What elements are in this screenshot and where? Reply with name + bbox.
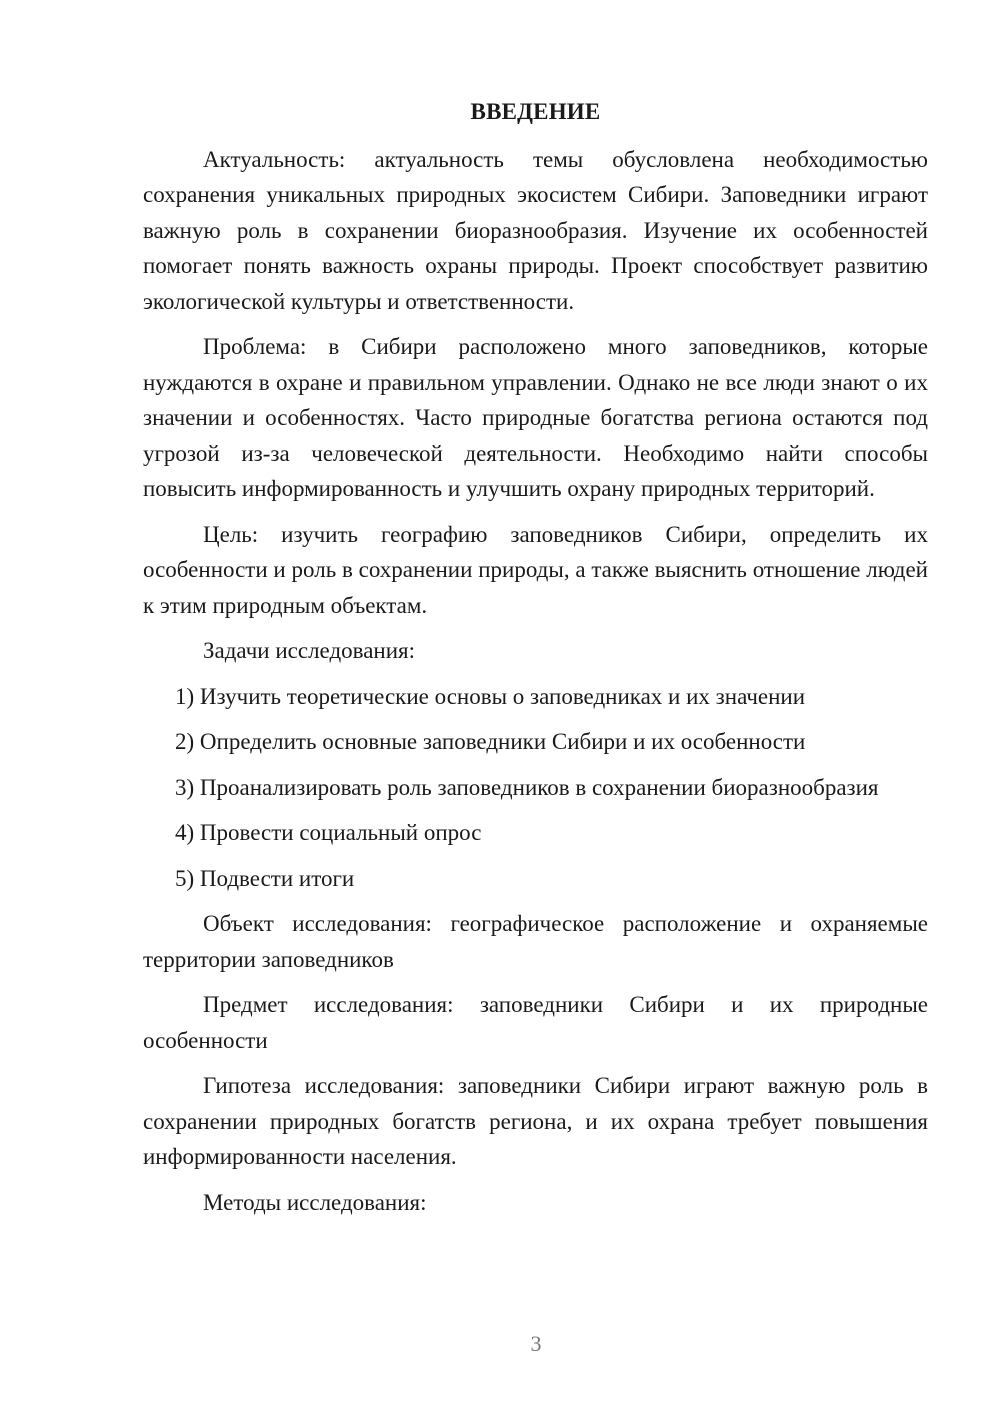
task-item-1: 1) Изучить теоретические основы о заповедниках и их значении <box>175 683 806 709</box>
paragraph-hypothesis: Гипотеза исследования: заповедники Сибири играют важную роль в сохранении природных богатств региона, и их охрана требует повышения информированности населения. <box>143 1073 928 1169</box>
task-item-2: 2) Определить основные заповедники Сибири и их особенности <box>175 729 806 754</box>
page-number: 3 <box>530 1331 542 1356</box>
methods-heading: Методы исследования: <box>203 1189 427 1215</box>
task-item-3: 3) Проанализировать роль заповедников в сохранении биоразнообразия <box>175 774 879 800</box>
paragraph-problem: Проблема: в Сибири расположено много заповедников, которые нуждаются в охране и правильном управлении. Однако не все люди знают о их значении и особенностях. Часто природные богатства региона остаются под угрозой из-за человеческой деятельности. Необходимо найти способы повысить информированность и улучшить охрану природных территорий. <box>143 334 928 501</box>
tasks-heading: Задачи исследования: <box>203 638 416 663</box>
page-content <box>143 94 928 1230</box>
task-item-5: 5) Подвести итоги <box>175 865 355 891</box>
paragraph-subject: Предмет исследования: заповедники Сибири и их природные особенности <box>143 992 928 1053</box>
section-title: ВВЕДЕНИЕ <box>470 99 601 124</box>
paragraph-relevance: Актуальность: актуальность темы обусловлена необходимостью сохранения уникальных природных экосистем Сибири. Заповедники играют важную роль в сохранении биоразнообразия. Изучение их особенностей помогает понять важность охраны природы. Проект способствует развитию экологической культуры и ответственности. <box>143 146 928 314</box>
task-item-4: 4) Провести социальный опрос <box>175 820 482 845</box>
paragraph-goal: Цель: изучить географию заповедников Сибири, определить их особенности и роль в сохранении природы, а также выяснить отношение людей к этим природным объектам. <box>143 521 928 618</box>
paragraph-object: Объект исследования: географическое расположение и охраняемые территории заповедников <box>143 911 928 972</box>
